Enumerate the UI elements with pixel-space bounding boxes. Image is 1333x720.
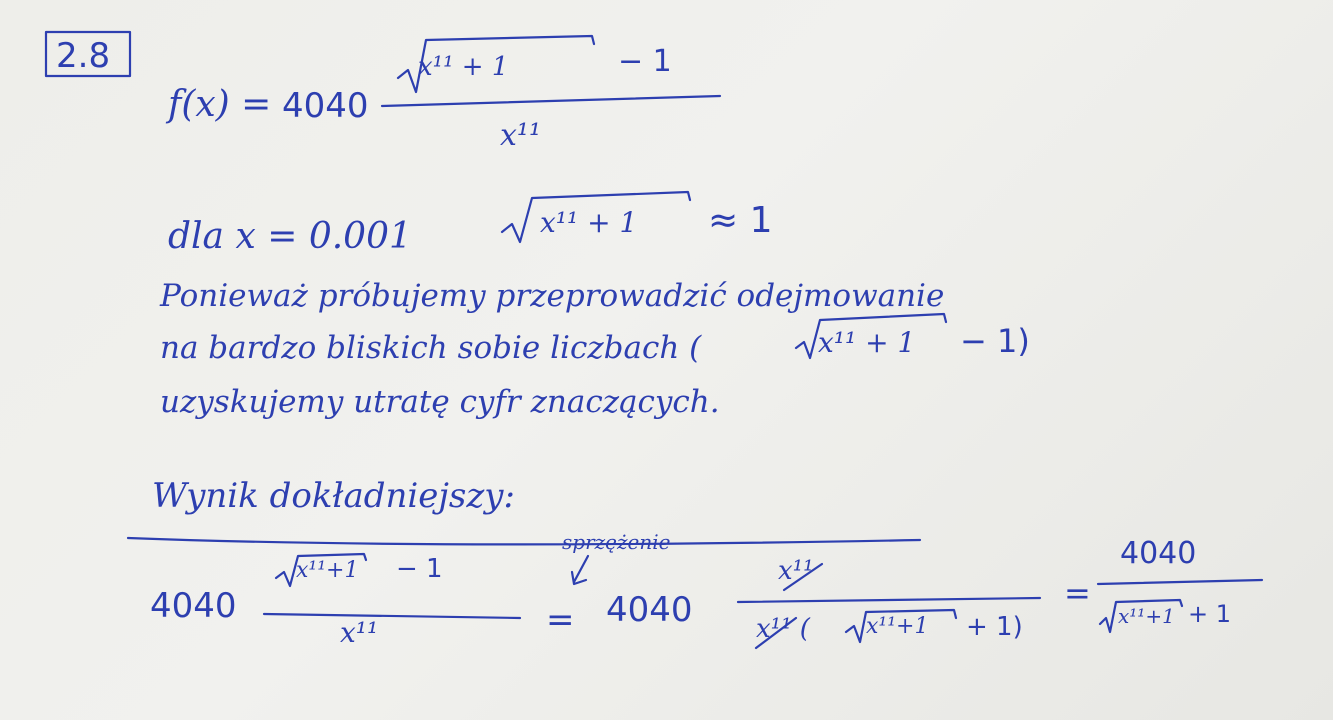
condition-approx: ≈ 1 [708,200,773,241]
function-denominator: x¹¹ [500,118,541,153]
result-radical-1 [276,554,366,586]
result-denominator-2-suffix: + 1) [966,612,1023,642]
result-coefficient-2: 4040 [606,590,693,630]
condition-text: dla x = 0.001 [168,216,412,257]
result-fraction-bar-3 [1098,580,1262,584]
cancel-numerator-stroke [784,564,822,590]
condition-radicand: x¹¹ + 1 [540,206,638,239]
explanation-radical-sign [796,314,946,358]
result-numerator-2: x¹¹ [778,556,814,586]
function-fraction-bar [382,96,720,106]
result-radical-2 [846,610,956,642]
annotation-arrow [572,556,588,584]
result-denominator-1: x¹¹ [340,616,379,649]
explanation-line-3: uzyskujemy utratę cyfr znaczących. [160,384,720,420]
result-denominator-3-radicand: x¹¹+1 [1118,604,1175,628]
result-coefficient-1: 4040 [150,586,237,626]
function-radicand: x¹¹ + 1 [418,52,509,82]
function-coefficient: 4040 [282,86,369,126]
explanation-line-1: Ponieważ próbujemy przeprowadzić odejmowanie [160,278,945,314]
function-minus-one: − 1 [618,44,672,79]
result-equals-1: = [546,600,575,640]
function-radical-sign [398,36,594,92]
condition-radical-sign [502,192,690,242]
result-radical-3 [1100,600,1182,632]
result-numerator-1-radicand: x¹¹+1 [296,558,359,583]
problem-number: 2.8 [56,36,111,76]
cancel-denominator-stroke [756,618,796,648]
explanation-line-2-tail: − 1) [960,322,1030,360]
result-fraction-bar-2 [738,598,1040,602]
result-denominator-2-radicand: x¹¹+1 [866,614,929,639]
result-denominator-3-suffix: + 1 [1188,600,1232,628]
result-heading: Wynik dokładniejszy: [152,476,515,516]
result-numerator-3: 4040 [1120,536,1197,571]
explanation-line-2-radicand: x¹¹ + 1 [818,326,916,359]
result-numerator-1-minus: − 1 [396,554,443,584]
result-fraction-bar-1 [264,614,520,618]
result-equals-2: = [1064,574,1091,612]
explanation-line-2: na bardzo bliskich sobie liczbach ( [160,330,702,366]
result-denominator-2-prefix: x¹¹ ( [756,614,810,644]
function-lhs: f(x) = [168,84,272,125]
problem-number-box [46,32,130,76]
conjugate-annotation: sprzężenie [562,530,671,554]
result-heading-underline [128,538,920,544]
